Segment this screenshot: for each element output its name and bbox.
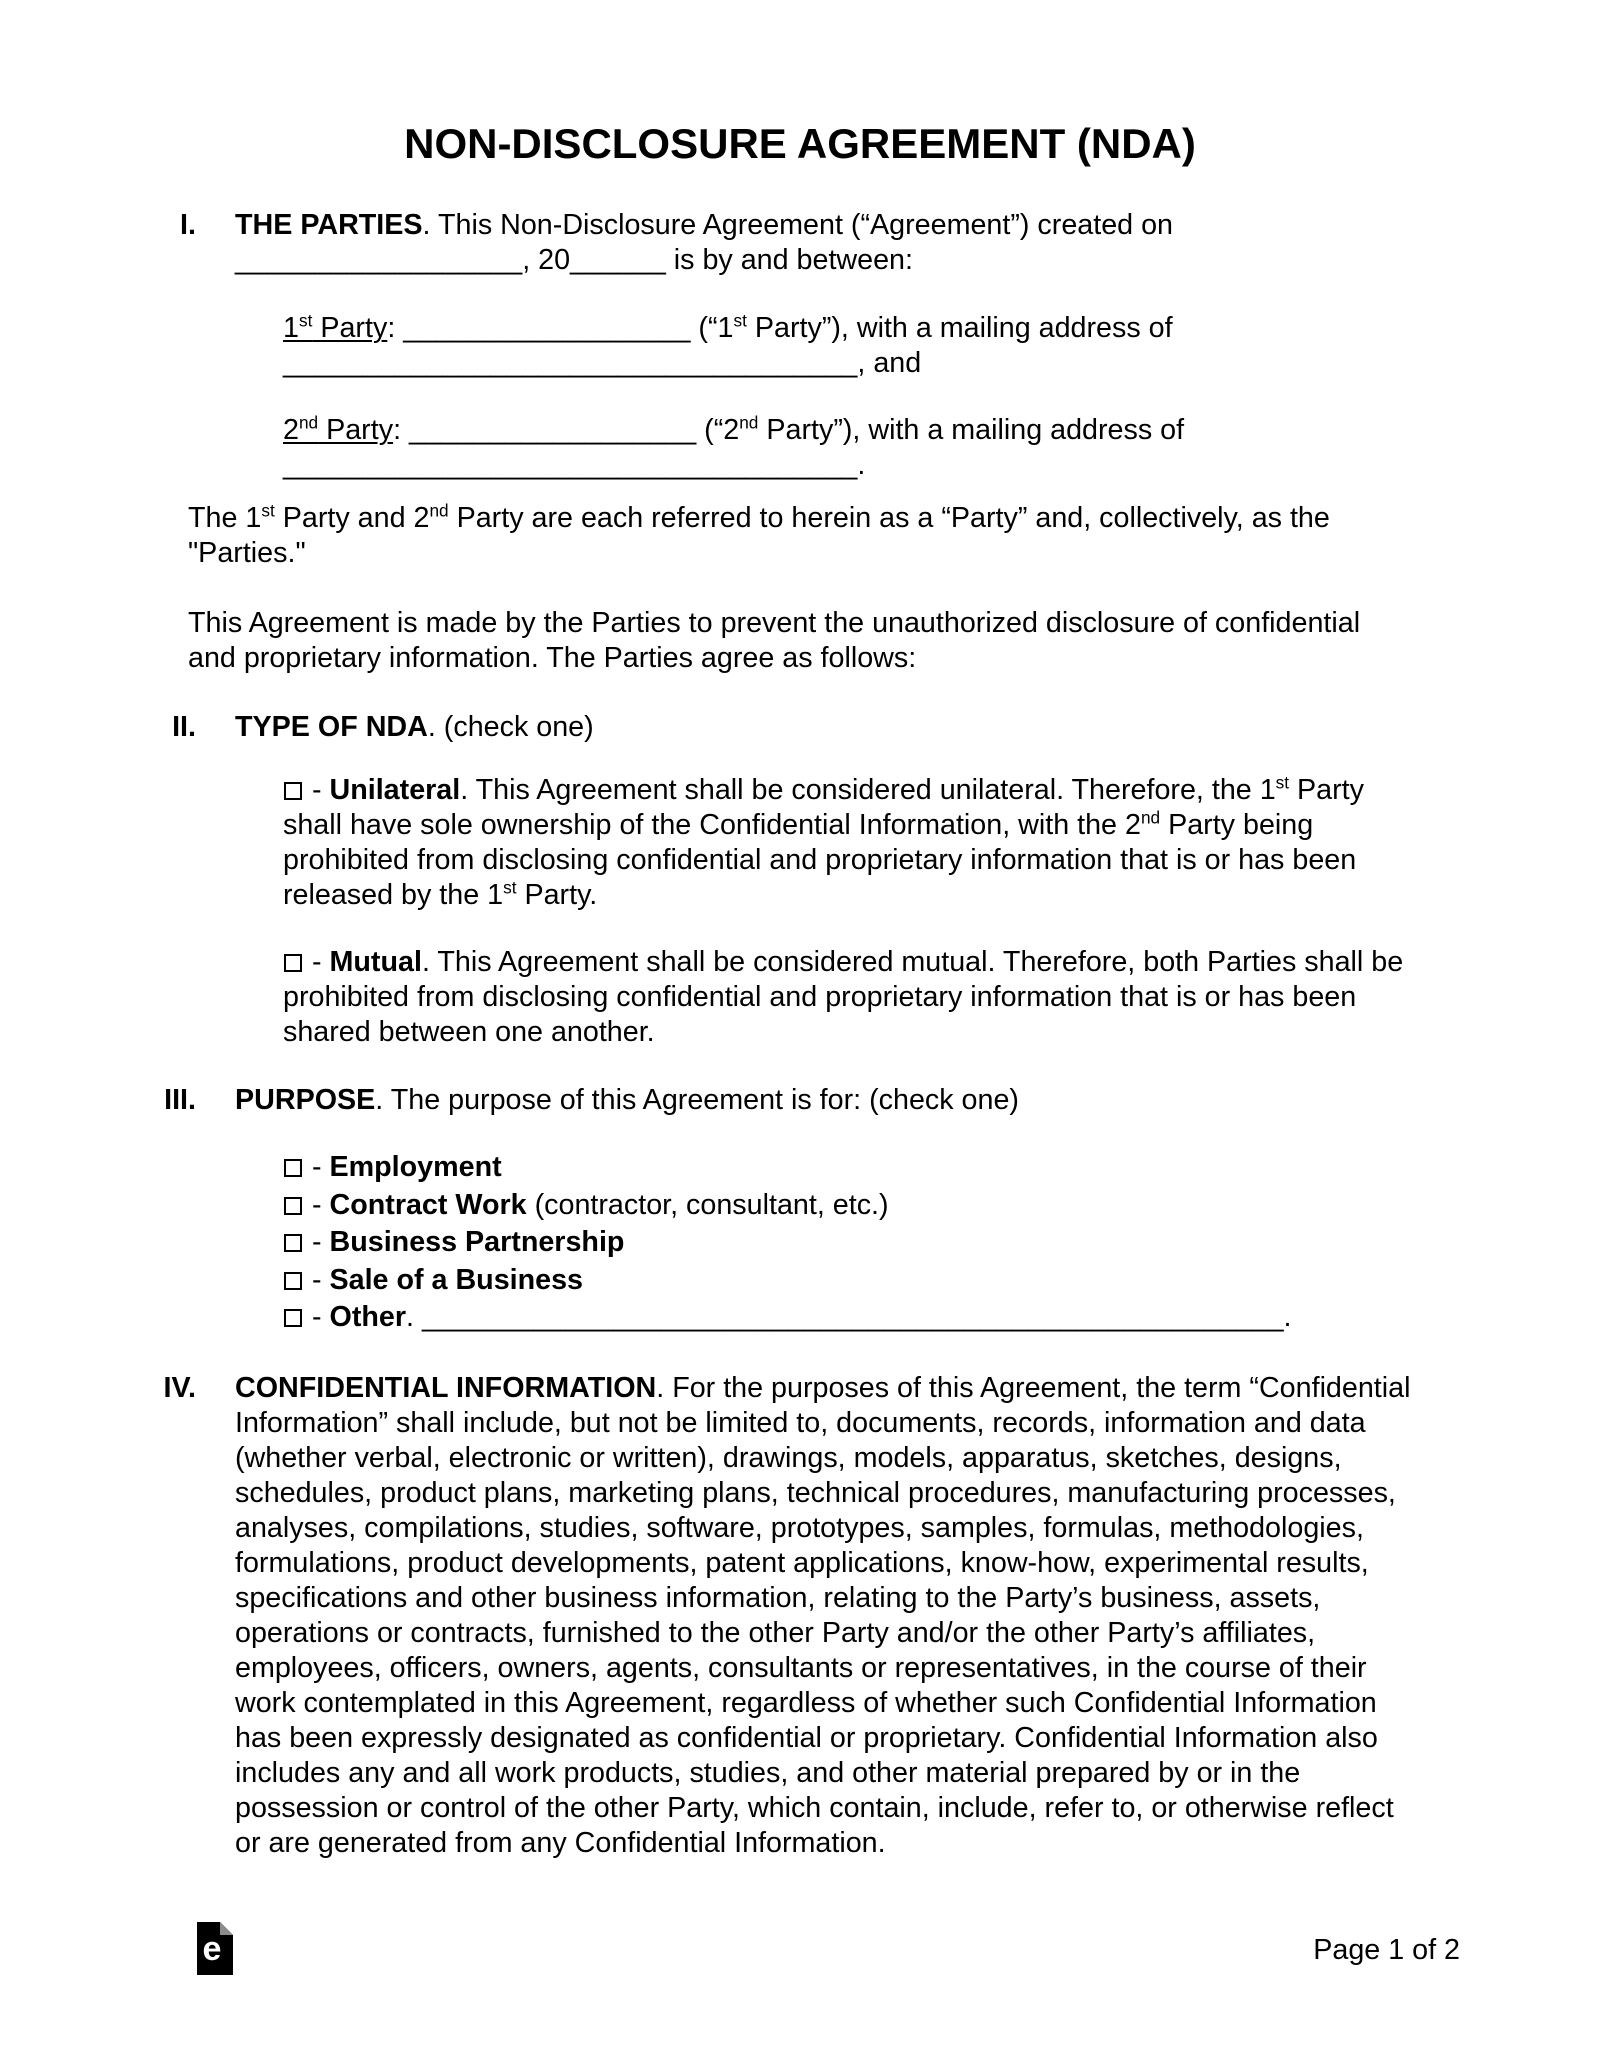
checkbox-icon[interactable]: [284, 954, 302, 972]
document-title: NON-DISCLOSURE AGREEMENT (NDA): [404, 120, 1196, 167]
purpose-option-other: - Other. ______________________________________________________.: [283, 1300, 1412, 1335]
section-purpose: [164, 1083, 1412, 1335]
blank-field[interactable]: ______: [570, 244, 666, 276]
purpose-heading: PURPOSE. The purpose of this Agreement is for: (check one): [235, 1084, 1019, 1116]
eforms-logo: [197, 1922, 233, 1975]
unilateral-option-paragraph: - Unilateral. This Agreement shall be considered unilateral. Therefore, the 1st Party shall have sole ownership of the Confidential Information, with the 2nd Party being prohibited from disclosing confidential and proprietary information that is or has been released by the 1st Party.: [283, 772, 1364, 911]
purpose-option-contract-work: - Contract Work (contractor, consultant, etc.): [283, 1188, 1412, 1223]
checkbox-icon[interactable]: [284, 1309, 302, 1327]
blank-field[interactable]: __________________: [235, 244, 523, 276]
checkbox-icon[interactable]: [284, 1159, 302, 1177]
document-body: [163, 208, 1412, 1861]
section-number-1: I.: [180, 209, 196, 241]
agreement-intent-paragraph: This Agreement is made by the Parties to prevent the unauthorized disclosure of confidential and proprietary information. The Parties agree as follows:: [188, 607, 1361, 674]
second-party-line: 2nd Party: __________________ (“2nd Party”), with a mailing address of ____________________________________.: [283, 412, 1185, 481]
checkbox-icon[interactable]: [284, 1234, 302, 1252]
checkbox-icon[interactable]: [284, 1272, 302, 1290]
mutual-option-paragraph: - Mutual. This Agreement shall be considered mutual. Therefore, both Parties shall be prohibited from disclosing confidential and proprietary information that is or has been shared between one another.: [283, 946, 1404, 1048]
checkbox-icon[interactable]: [284, 782, 302, 800]
purpose-options-list: [235, 1150, 1412, 1335]
blank-field[interactable]: ____________________________________: [283, 449, 858, 481]
blank-field[interactable]: __________________: [403, 312, 691, 344]
blank-field[interactable]: ____________________________________: [283, 347, 858, 379]
section-confidential-information: [163, 1371, 1412, 1861]
the-parties-heading: THE PARTIES. This Non-Disclosure Agreement (“Agreement”) created on __________________, 20______ is by and between:: [235, 209, 1173, 276]
section-number-2: II.: [172, 711, 196, 743]
logo-letter: e: [202, 1930, 222, 1968]
parties-collective-paragraph: The 1st Party and 2nd Party are each referred to herein as a “Party” and, collectively, as the "Parties.": [188, 500, 1330, 569]
purpose-option-sale-of-business: - Sale of a Business: [283, 1263, 1412, 1298]
section-number-4: IV.: [163, 1372, 196, 1404]
purpose-option-business-partnership: - Business Partnership: [283, 1225, 1412, 1260]
purpose-option-employment: - Employment: [283, 1150, 1412, 1185]
checkbox-icon[interactable]: [284, 1197, 302, 1215]
page-number: Page 1 of 2: [1313, 1934, 1460, 1966]
section-type-of-nda: [172, 710, 1412, 1050]
type-of-nda-heading: TYPE OF NDA. (check one): [235, 711, 594, 743]
confidential-information-paragraph: CONFIDENTIAL INFORMATION. For the purposes of this Agreement, the term “Confidential Information” shall include, but not be limited to, documents, records, information and data (whether verbal, electronic or written), drawings, models, apparatus, sketches, designs, schedules, product plans, marketing plans, technical procedures, manufacturing processes, analyses, compilations, studies, software, prototypes, samples, formulas, methodologies, formulations, product developments, patent applications, know-how, experimental results, specifications and other business information, relating to the Party’s business, assets, operations or contracts, furnished to the other Party and/or the other Party’s affiliates, employees, officers, owners, agents, consultants or representatives, in the course of their work contemplated in this Agreement, regardless of whether such Confidential Information has been expressly designated as confidential or proprietary. Confidential Information also includes any and all work products, studies, and other material prepared by or in the possession or control of the other Party, which contain, include, refer to, or otherwise reflect or are generated from any Confidential Information.: [235, 1372, 1411, 1859]
section-the-parties: [180, 208, 1412, 483]
section-number-3: III.: [164, 1084, 196, 1116]
first-party-line: 1st Party: __________________ (“1st Party”), with a mailing address of ____________________________________, and: [283, 310, 1173, 379]
blank-field[interactable]: ______________________________________________________: [421, 1301, 1284, 1333]
blank-field[interactable]: __________________: [409, 414, 697, 446]
